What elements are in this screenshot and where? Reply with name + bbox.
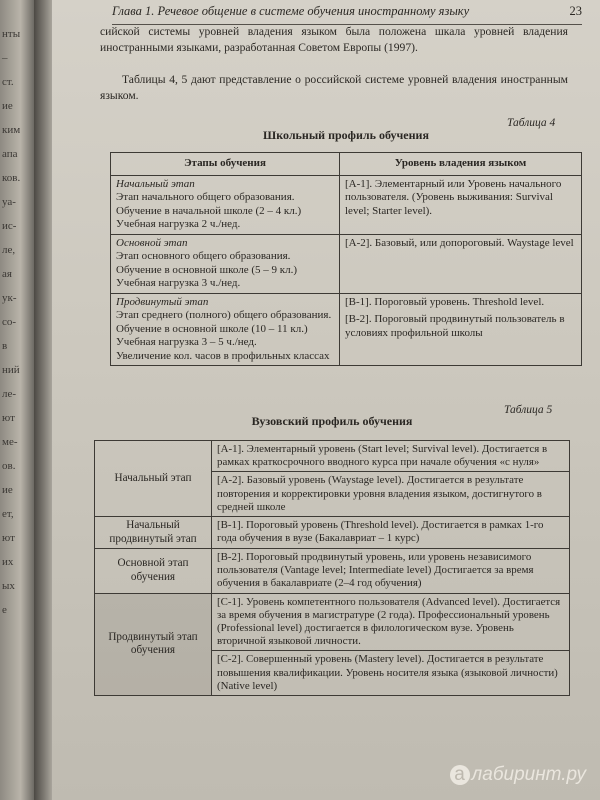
level-description: [A-1]. Элементарный или Уровень начального пользователя. (Уровень выживания: Survival level; Starter level). (345, 177, 562, 217)
table-row (111, 234, 582, 293)
stage-cell (111, 234, 340, 293)
facing-page-text-fragment: ая (2, 268, 12, 280)
level-cell (340, 175, 582, 234)
facing-page-text-fragment: ме- (2, 436, 18, 448)
facing-page-text-fragment: апа (2, 148, 18, 160)
intro-paragraph-1: сийской системы уровней владения языком была положена шкала уровней владения иностранными языками, разработанная Советом Европы (1997). (100, 25, 568, 54)
facing-page-text-fragment: ие (2, 100, 13, 112)
level-description: [B-1]. Пороговый уровень. Threshold level. (345, 295, 545, 308)
facing-page-text-fragment: их (2, 556, 14, 568)
level-description: [A-2]. Базовый, или допороговый. Waystage level (345, 236, 574, 249)
facing-page-text-fragment: ким (2, 124, 21, 136)
school-profile-table (110, 152, 582, 366)
column-header-levels: Уровень владения языком (340, 153, 582, 176)
level-cell (340, 234, 582, 293)
level-description: [A-1]. Элементарный уровень (Start level; Survival level). Достигается в рамках краткосрочного вводного курса при начале обучения «с нуля» (212, 441, 570, 472)
facing-page-text-fragment: ов. (2, 460, 16, 472)
stage-cell: Основной этап обучения (95, 549, 212, 594)
stage-cell (111, 175, 340, 234)
facing-page-text-fragment: ых (2, 580, 15, 592)
facing-page-edge (0, 0, 34, 800)
table-row (95, 593, 570, 651)
facing-page-text-fragment: – (2, 52, 8, 64)
facing-page-text-fragment: со- (2, 316, 17, 328)
stage-cell: Продвинутый этап обучения (95, 593, 212, 695)
table-row (95, 517, 570, 549)
facing-page-text-fragment: ст. (2, 76, 14, 88)
table4-label: Таблица 4 (507, 117, 556, 129)
intro-paragraph-2: Таблицы 4, 5 дают представление о российской системе уровней владения иностранным языком. (100, 73, 568, 102)
level-description: [A-2]. Базовый уровень (Waystage level). Достигается в результате повторения и корректировки уровня владения языком, достигнутого в средней школе (212, 472, 570, 517)
facing-page-text-fragment: ют (2, 412, 15, 424)
table-row (95, 549, 570, 594)
facing-page-text-fragment: ис- (2, 220, 17, 232)
facing-page-text-fragment: ле, (2, 244, 16, 256)
page-number: 23 (569, 4, 582, 18)
stage-name: Основной этап (116, 236, 188, 249)
stage-detail: Учебная нагрузка 3 ч./нед. (116, 277, 241, 289)
facing-page-text-fragment: ле- (2, 388, 17, 400)
facing-page-text-fragment: ук- (2, 292, 17, 304)
table5-label: Таблица 5 (504, 404, 553, 416)
stage-detail: Учебная нагрузка 2 ч./нед. (116, 218, 241, 230)
stage-detail: Обучение в основной школе (5 – 9 кл.) (116, 263, 298, 276)
facing-page-text-fragment: уа- (2, 196, 16, 208)
table-row (111, 293, 582, 366)
table-row (95, 441, 570, 472)
facing-page-text-fragment: ний (2, 364, 20, 376)
running-title: Глава 1. Речевое общение в системе обучения иностранному языку (112, 4, 470, 18)
facing-page-text-fragment: ков. (2, 172, 21, 184)
book-page (52, 0, 600, 800)
facing-page-text-fragment: нты (2, 28, 21, 40)
university-profile-table (94, 440, 570, 696)
facing-page-text-fragment: ет, (2, 508, 14, 520)
stage-detail: Обучение в основной школе (10 – 11 кл.) (116, 322, 308, 335)
table4-title: Школьный профиль обучения (263, 128, 429, 142)
book-gutter (34, 0, 52, 800)
stage-detail: Учебная нагрузка 3 – 5 ч./нед. (116, 336, 257, 348)
column-header-stages: Этапы обучения (111, 153, 340, 176)
stage-cell: Начальный этап (95, 441, 212, 517)
facing-page-text-fragment: ие (2, 484, 13, 496)
table5-title: Вузовский профиль обучения (251, 414, 413, 428)
stage-detail: Этап среднего (полного) общего образования. (116, 309, 332, 321)
stage-detail: Этап начального общего образования. (116, 191, 295, 203)
table-row (111, 175, 582, 234)
level-description: [C-1]. Уровень компетентного пользователя (Advanced level). Достигается за время обучения в магистратуре (2 года). Профессиональный уровень (Professional level) достигается в филологическом вузе. Уровень вторичной языковой личности. (212, 593, 570, 651)
stage-detail: Увеличение кол. часов в профильных классах (116, 349, 330, 362)
watermark (450, 764, 586, 786)
table-header-row (111, 153, 582, 176)
stage-cell (111, 293, 340, 366)
stage-name: Продвинутый этап (116, 295, 209, 308)
level-description: [B-2]. Пороговый продвинутый пользователь в условиях профильной школы (345, 313, 565, 339)
stage-cell: Начальный продвинутый этап (95, 517, 212, 549)
facing-page-text-fragment: е (2, 604, 7, 616)
stage-detail: Этап основного общего образования. (116, 250, 291, 262)
running-header (112, 4, 582, 25)
level-description: [B-1]. Пороговый уровень (Threshold level). Достигается в рамках 1-го года обучения в вузе (Бакалавриат – 1 курс) (212, 517, 570, 549)
watermark-logo-icon: а (450, 765, 470, 785)
stage-name: Начальный этап (116, 177, 195, 190)
facing-page-text-fragment: ют (2, 532, 15, 544)
level-cell (340, 293, 582, 366)
watermark-text: лабиринт.ру (471, 764, 586, 785)
stage-detail: Обучение в начальной школе (2 – 4 кл.) (116, 204, 302, 217)
facing-page-text-fragment: в (2, 340, 8, 352)
level-description: [B-2]. Пороговый продвинутый уровень, или уровень независимого пользователя (Vantage level; Intermediate level) Достигается за время обучения в бакалавриате (2–4 год обучения) (212, 549, 570, 594)
level-description: [C-2]. Совершенный уровень (Mastery level). Достигается в результате повышения квалификации. Уровень носителя языка (языковой личности) (Native level) (212, 651, 570, 696)
